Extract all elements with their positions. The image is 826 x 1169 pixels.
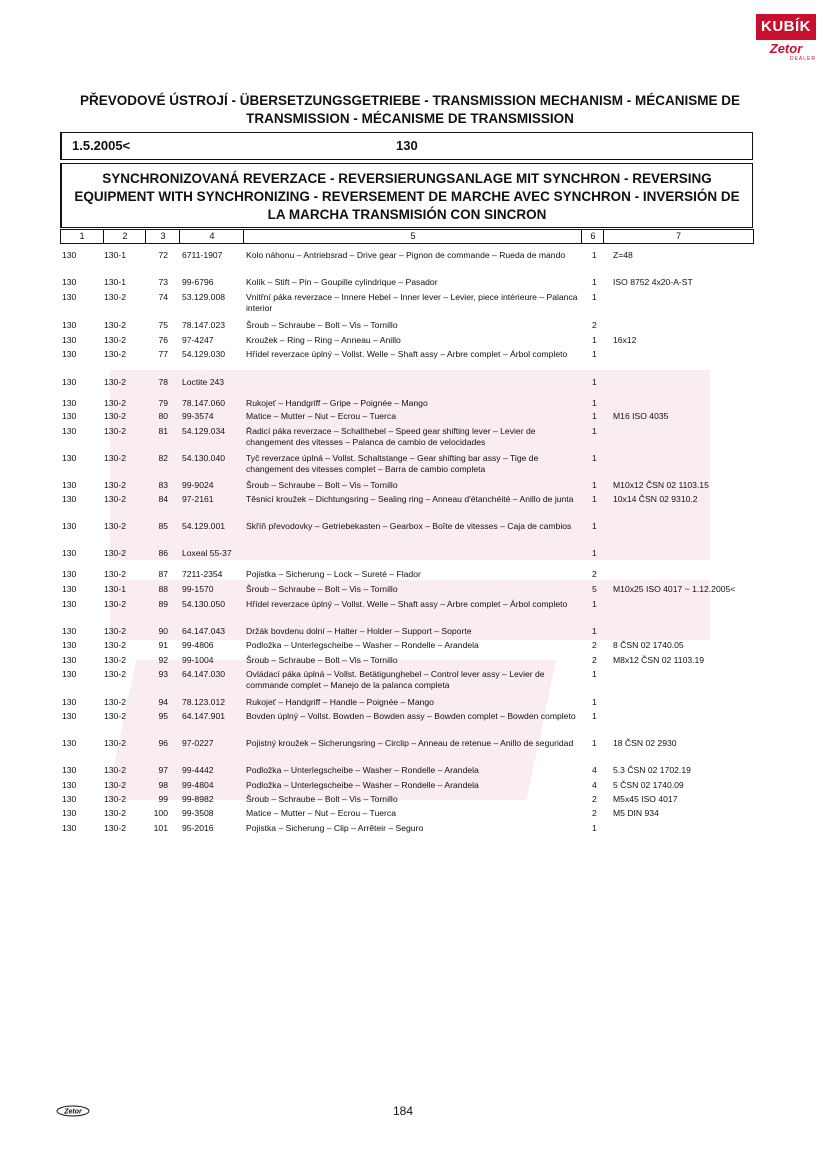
cell-figure: 130-2 bbox=[104, 453, 126, 463]
cell-part-number: 54.130.040 bbox=[182, 453, 226, 463]
cell-figure: 130-2 bbox=[104, 292, 126, 302]
page-number: 184 bbox=[393, 1104, 414, 1118]
cell-part-number: 54.129.030 bbox=[182, 349, 226, 359]
cell-part-number: 78.147.060 bbox=[182, 398, 226, 408]
cell-figure: 130-1 bbox=[104, 250, 126, 260]
cell-figure: 130-2 bbox=[104, 697, 126, 707]
cell-figure: 130-2 bbox=[104, 808, 126, 818]
cell-position: 85 bbox=[158, 521, 168, 531]
cell-group: 130 bbox=[62, 411, 77, 421]
cell-group: 130 bbox=[62, 640, 77, 650]
cell-group: 130 bbox=[62, 569, 77, 579]
cell-figure: 130-2 bbox=[104, 780, 126, 790]
group-code: 130 bbox=[396, 138, 418, 153]
cell-description: Matice – Mutter – Nut – Ecrou – Tuerca bbox=[246, 411, 396, 421]
cell-quantity: 1 bbox=[592, 669, 597, 679]
cell-position: 82 bbox=[158, 453, 168, 463]
cell-figure: 130-2 bbox=[104, 426, 126, 436]
cell-figure: 130-2 bbox=[104, 738, 126, 748]
cell-group: 130 bbox=[62, 494, 77, 504]
cell-quantity: 4 bbox=[592, 765, 597, 775]
cell-group: 130 bbox=[62, 655, 77, 665]
zetor-footer-logo bbox=[56, 1105, 90, 1117]
cell-description: Hřídel reverzace úplný – Vollst. Welle – Shaft assy – Arbre complet – Árbol completo bbox=[246, 349, 568, 359]
cell-position: 95 bbox=[158, 711, 168, 721]
column-header: 1 bbox=[79, 231, 85, 241]
cell-group: 130 bbox=[62, 426, 77, 436]
section-title: SYNCHRONIZOVANÁ REVERZACE - REVERSIERUNGSANLAGE MIT SYNCHRON - REVERSING EQUIPMENT WITH SYNCHRONIZING - REVERSEMENT DE MARCHE AVEC SYNCHRON - INVERSIÓN DE LA MARCHA TRANSMISIÓN CON SINCRON bbox=[74, 171, 740, 222]
cell-figure: 130-2 bbox=[104, 794, 126, 804]
cell-description: Šroub – Schraube – Bolt – Vis – Tornillo bbox=[246, 320, 398, 330]
cell-figure: 130-2 bbox=[104, 377, 126, 387]
cell-figure: 130-2 bbox=[104, 320, 126, 330]
cell-quantity: 1 bbox=[592, 548, 597, 558]
column-header: 3 bbox=[145, 230, 180, 243]
cell-group: 130 bbox=[62, 584, 77, 594]
footer-logo-text: Zetor bbox=[64, 1108, 82, 1116]
cell-note: Z=48 bbox=[613, 250, 633, 260]
cell-description: Bovden úplný – Vollst. Bowden – Bowden assy – Bowden complet – Bowden completo bbox=[246, 711, 576, 721]
cell-quantity: 2 bbox=[592, 569, 597, 579]
cell-description: Kroužek – Ring – Ring – Anneau – Anillo bbox=[246, 335, 401, 345]
cell-position: 99 bbox=[158, 794, 168, 804]
cell-quantity: 1 bbox=[592, 599, 597, 609]
cell-group: 130 bbox=[62, 823, 77, 833]
cell-group: 130 bbox=[62, 480, 77, 490]
cell-quantity: 1 bbox=[592, 494, 597, 504]
cell-position: 75 bbox=[158, 320, 168, 330]
cell-position: 80 bbox=[158, 411, 168, 421]
column-header: 2 bbox=[103, 230, 146, 243]
cell-quantity: 1 bbox=[592, 377, 597, 387]
cell-description: Hřídel reverzace úplný – Vollst. Welle – Shaft assy – Arbre complet – Árbol completo bbox=[246, 599, 568, 609]
cell-group: 130 bbox=[62, 521, 77, 531]
cell-description: Těsnicí kroužek – Dichtungsring – Sealing ring – Anneau d'étanchéité – Anillo de junta bbox=[246, 494, 574, 504]
cell-description: Rukojeť – Handgriff – Gripe – Poignée – Mango bbox=[246, 398, 428, 408]
cell-description: Kolo náhonu – Antriebsrad – Drive gear – Pignon de commande – Rueda de mando bbox=[246, 250, 566, 260]
cell-description: Vnitřní páka reverzace – Innere Hebel – Inner lever – Levier, piece intérieure – Palanca interior bbox=[246, 292, 578, 313]
cell-note: 8 ČSN 02 1740.05 bbox=[613, 640, 684, 650]
cell-part-number: 99-3508 bbox=[182, 808, 214, 818]
cell-part-number: 99-1570 bbox=[182, 584, 214, 594]
cell-description: Tyč reverzace úplná – Vollst. Schaltstange – Gear shifting bar assy – Tige de changement des vitesses complet – Barra de cambio completa bbox=[246, 453, 539, 474]
cell-description: Podložka – Unterlegscheibe – Washer – Rondelle – Arandela bbox=[246, 765, 479, 775]
cell-part-number: 54.129.001 bbox=[182, 521, 226, 531]
cell-position: 74 bbox=[158, 292, 168, 302]
cell-part-number: 95-2016 bbox=[182, 823, 214, 833]
cell-figure: 130-2 bbox=[104, 411, 126, 421]
cell-description: Skříň převodovky – Getriebekasten – Gearbox – Boîte de vitesses – Caja de cambios bbox=[246, 521, 572, 531]
cell-figure: 130-2 bbox=[104, 655, 126, 665]
cell-figure: 130-2 bbox=[104, 335, 126, 345]
cell-part-number: Loctite 243 bbox=[182, 377, 225, 387]
cell-quantity: 1 bbox=[592, 697, 597, 707]
cell-part-number: 7211-2354 bbox=[182, 569, 223, 579]
cell-position: 86 bbox=[158, 548, 168, 558]
cell-part-number: 78.123.012 bbox=[182, 697, 226, 707]
cell-quantity: 1 bbox=[592, 335, 597, 345]
cell-group: 130 bbox=[62, 765, 77, 775]
cell-description: Šroub – Schraube – Bolt – Vis – Tornillo bbox=[246, 480, 398, 490]
cell-part-number: 54.129.034 bbox=[182, 426, 226, 436]
cell-note: M5 DIN 934 bbox=[613, 808, 659, 818]
cell-position: 79 bbox=[158, 398, 168, 408]
cell-part-number: 97-4247 bbox=[182, 335, 214, 345]
cell-position: 72 bbox=[158, 250, 168, 260]
cell-description: Šroub – Schraube – Bolt – Vis – Tornillo bbox=[246, 794, 398, 804]
cell-figure: 130-1 bbox=[104, 584, 126, 594]
cell-group: 130 bbox=[62, 669, 77, 679]
cell-quantity: 1 bbox=[592, 277, 597, 287]
cell-group: 130 bbox=[62, 780, 77, 790]
cell-note: 18 ČSN 02 2930 bbox=[613, 738, 677, 748]
cell-group: 130 bbox=[62, 548, 77, 558]
cell-part-number: 78.147.023 bbox=[182, 320, 226, 330]
cell-quantity: 2 bbox=[592, 808, 597, 818]
cell-note: M8x12 ČSN 02 1103.19 bbox=[613, 655, 705, 665]
cell-figure: 130-2 bbox=[104, 765, 126, 775]
cell-part-number: Loxeal 55-37 bbox=[182, 548, 232, 558]
cell-description: Šroub – Schraube – Bolt – Vis – Tornillo bbox=[246, 584, 398, 594]
cell-quantity: 1 bbox=[592, 823, 597, 833]
cell-position: 97 bbox=[158, 765, 168, 775]
cell-note: 5.3 ČSN 02 1702.19 bbox=[613, 765, 691, 775]
cell-part-number: 99-3574 bbox=[182, 411, 214, 421]
cell-part-number: 6711-1907 bbox=[182, 250, 223, 260]
cell-note: ISO 8752 4x20-A-ST bbox=[613, 277, 693, 287]
cell-figure: 130-2 bbox=[104, 569, 126, 579]
cell-position: 89 bbox=[158, 599, 168, 609]
cell-part-number: 99-9024 bbox=[182, 480, 214, 490]
cell-part-number: 64.147.901 bbox=[182, 711, 226, 721]
column-header: 7 bbox=[603, 230, 753, 243]
cell-position: 88 bbox=[158, 584, 168, 594]
cell-group: 130 bbox=[62, 711, 77, 721]
cell-description: Držák bovdenu dolní – Halter – Holder – Support – Soporte bbox=[246, 626, 472, 636]
column-header: 5 bbox=[243, 230, 582, 243]
cell-position: 77 bbox=[158, 349, 168, 359]
cell-note: M5x45 ISO 4017 bbox=[613, 794, 678, 804]
cell-group: 130 bbox=[62, 277, 77, 287]
cell-part-number: 99-4804 bbox=[182, 780, 214, 790]
cell-group: 130 bbox=[62, 320, 77, 330]
cell-position: 76 bbox=[158, 335, 168, 345]
cell-quantity: 1 bbox=[592, 426, 597, 436]
cell-figure: 130-2 bbox=[104, 711, 126, 721]
cell-group: 130 bbox=[62, 626, 77, 636]
cell-part-number: 99-1004 bbox=[182, 655, 214, 665]
cell-quantity: 1 bbox=[592, 250, 597, 260]
cell-figure: 130-2 bbox=[104, 521, 126, 531]
cell-group: 130 bbox=[62, 738, 77, 748]
cell-position: 100 bbox=[153, 808, 168, 818]
cell-group: 130 bbox=[62, 453, 77, 463]
cell-figure: 130-2 bbox=[104, 823, 126, 833]
cell-quantity: 1 bbox=[592, 521, 597, 531]
cell-quantity: 2 bbox=[592, 320, 597, 330]
cell-description: Podložka – Unterlegscheibe – Washer – Rondelle – Arandela bbox=[246, 640, 479, 650]
cell-group: 130 bbox=[62, 335, 77, 345]
page-title: PŘEVODOVÉ ÚSTROJÍ - ÜBERSETZUNGSGETRIEBE - TRANSMISSION MECHANISM - MÉCANISME DE TRANSMISSION - MÉCANISME DE TRANSMISSION bbox=[79, 93, 741, 126]
cell-group: 130 bbox=[62, 697, 77, 707]
cell-figure: 130-1 bbox=[104, 277, 126, 287]
cell-part-number: 99-4442 bbox=[182, 765, 214, 775]
cell-quantity: 1 bbox=[592, 398, 597, 408]
cell-figure: 130-2 bbox=[104, 640, 126, 650]
cell-position: 84 bbox=[158, 494, 168, 504]
cell-part-number: 99-4806 bbox=[182, 640, 214, 650]
cell-quantity: 4 bbox=[592, 780, 597, 790]
cell-position: 90 bbox=[158, 626, 168, 636]
cell-note: M16 ISO 4035 bbox=[613, 411, 669, 421]
column-header: 4 bbox=[179, 230, 244, 243]
cell-group: 130 bbox=[62, 349, 77, 359]
cell-quantity: 1 bbox=[592, 292, 597, 302]
cell-note: M10x25 ISO 4017 ~ 1.12.2005< bbox=[613, 584, 736, 594]
cell-quantity: 1 bbox=[592, 480, 597, 490]
cell-description: Šroub – Schraube – Bolt – Vis – Tornillo bbox=[246, 655, 398, 665]
cell-note: 10x14 ČSN 02 9310.2 bbox=[613, 494, 698, 504]
cell-position: 91 bbox=[158, 640, 168, 650]
cell-figure: 130-2 bbox=[104, 599, 126, 609]
cell-part-number: 97-0227 bbox=[182, 738, 214, 748]
cell-position: 98 bbox=[158, 780, 168, 790]
cell-figure: 130-2 bbox=[104, 548, 126, 558]
cell-description: Rukojeť – Handgriff – Handle – Poignée – Mango bbox=[246, 697, 434, 707]
cell-position: 92 bbox=[158, 655, 168, 665]
cell-description: Pojistný kroužek – Sicherungsring – Circlip – Anneau de retenue – Anillo de seguridad bbox=[246, 738, 574, 748]
cell-quantity: 2 bbox=[592, 640, 597, 650]
logo-mid-text: Zetor bbox=[769, 41, 803, 56]
cell-quantity: 1 bbox=[592, 711, 597, 721]
cell-figure: 130-2 bbox=[104, 349, 126, 359]
cell-part-number: 99-6796 bbox=[182, 277, 214, 287]
cell-description: Kolík – Stift – Pin – Goupille cylindrique – Pasador bbox=[246, 277, 438, 287]
cell-description: Matice – Mutter – Nut – Ecrou – Tuerca bbox=[246, 808, 396, 818]
cell-group: 130 bbox=[62, 599, 77, 609]
cell-part-number: 53.129.008 bbox=[182, 292, 226, 302]
cell-quantity: 1 bbox=[592, 626, 597, 636]
cell-figure: 130-2 bbox=[104, 626, 126, 636]
cell-quantity: 1 bbox=[592, 738, 597, 748]
cell-group: 130 bbox=[62, 398, 77, 408]
cell-part-number: 64.147.043 bbox=[182, 626, 226, 636]
cell-group: 130 bbox=[62, 377, 77, 387]
cell-position: 101 bbox=[153, 823, 168, 833]
cell-quantity: 1 bbox=[592, 349, 597, 359]
cell-position: 96 bbox=[158, 738, 168, 748]
cell-position: 87 bbox=[158, 569, 168, 579]
cell-position: 78 bbox=[158, 377, 168, 387]
logo-bottom-text: DEALER bbox=[789, 56, 816, 62]
cell-note: 5 ČSN 02 1740.09 bbox=[613, 780, 684, 790]
cell-group: 130 bbox=[62, 808, 77, 818]
logo-top-text: KUBÍK bbox=[756, 14, 816, 40]
cell-group: 130 bbox=[62, 250, 77, 260]
cell-position: 83 bbox=[158, 480, 168, 490]
cell-quantity: 1 bbox=[592, 411, 597, 421]
cell-position: 93 bbox=[158, 669, 168, 679]
cell-position: 73 bbox=[158, 277, 168, 287]
cell-description: Řadicí páka reverzace – Schalthebel – Speed gear shifting lever – Levier de changement des vitesses – Palanca de cambio de velocidades bbox=[246, 426, 536, 447]
column-header: 6 bbox=[581, 230, 604, 243]
cell-figure: 130-2 bbox=[104, 480, 126, 490]
cell-description: Pojistka – Sicherung – Lock – Sureté – Flador bbox=[246, 569, 421, 579]
cell-group: 130 bbox=[62, 292, 77, 302]
cell-figure: 130-2 bbox=[104, 398, 126, 408]
cell-note: M10x12 ČSN 02 1103.15 bbox=[613, 480, 709, 490]
cell-description: Podložka – Unterlegscheibe – Washer – Rondelle – Arandela bbox=[246, 780, 479, 790]
cell-part-number: 64.147.030 bbox=[182, 669, 226, 679]
cell-figure: 130-2 bbox=[104, 494, 126, 504]
cell-description: Ovládací páka úplná – Vollst. Betätigunghebel – Control lever assy – Levier de commande complet – Manejo de la palanca completa bbox=[246, 669, 545, 690]
cell-part-number: 99-8982 bbox=[182, 794, 214, 804]
cell-figure: 130-2 bbox=[104, 669, 126, 679]
cell-quantity: 2 bbox=[592, 655, 597, 665]
cell-position: 81 bbox=[158, 426, 168, 436]
valid-from-date: 1.5.2005< bbox=[72, 138, 131, 153]
cell-position: 94 bbox=[158, 697, 168, 707]
cell-note: 16x12 bbox=[613, 335, 637, 345]
cell-quantity: 2 bbox=[592, 794, 597, 804]
cell-description: Pojistka – Sicherung – Clip – Arrêteir – Seguro bbox=[246, 823, 424, 833]
cell-quantity: 5 bbox=[592, 584, 597, 594]
cell-part-number: 97-2161 bbox=[182, 494, 214, 504]
cell-quantity: 1 bbox=[592, 453, 597, 463]
cell-part-number: 54.130.050 bbox=[182, 599, 226, 609]
cell-group: 130 bbox=[62, 794, 77, 804]
